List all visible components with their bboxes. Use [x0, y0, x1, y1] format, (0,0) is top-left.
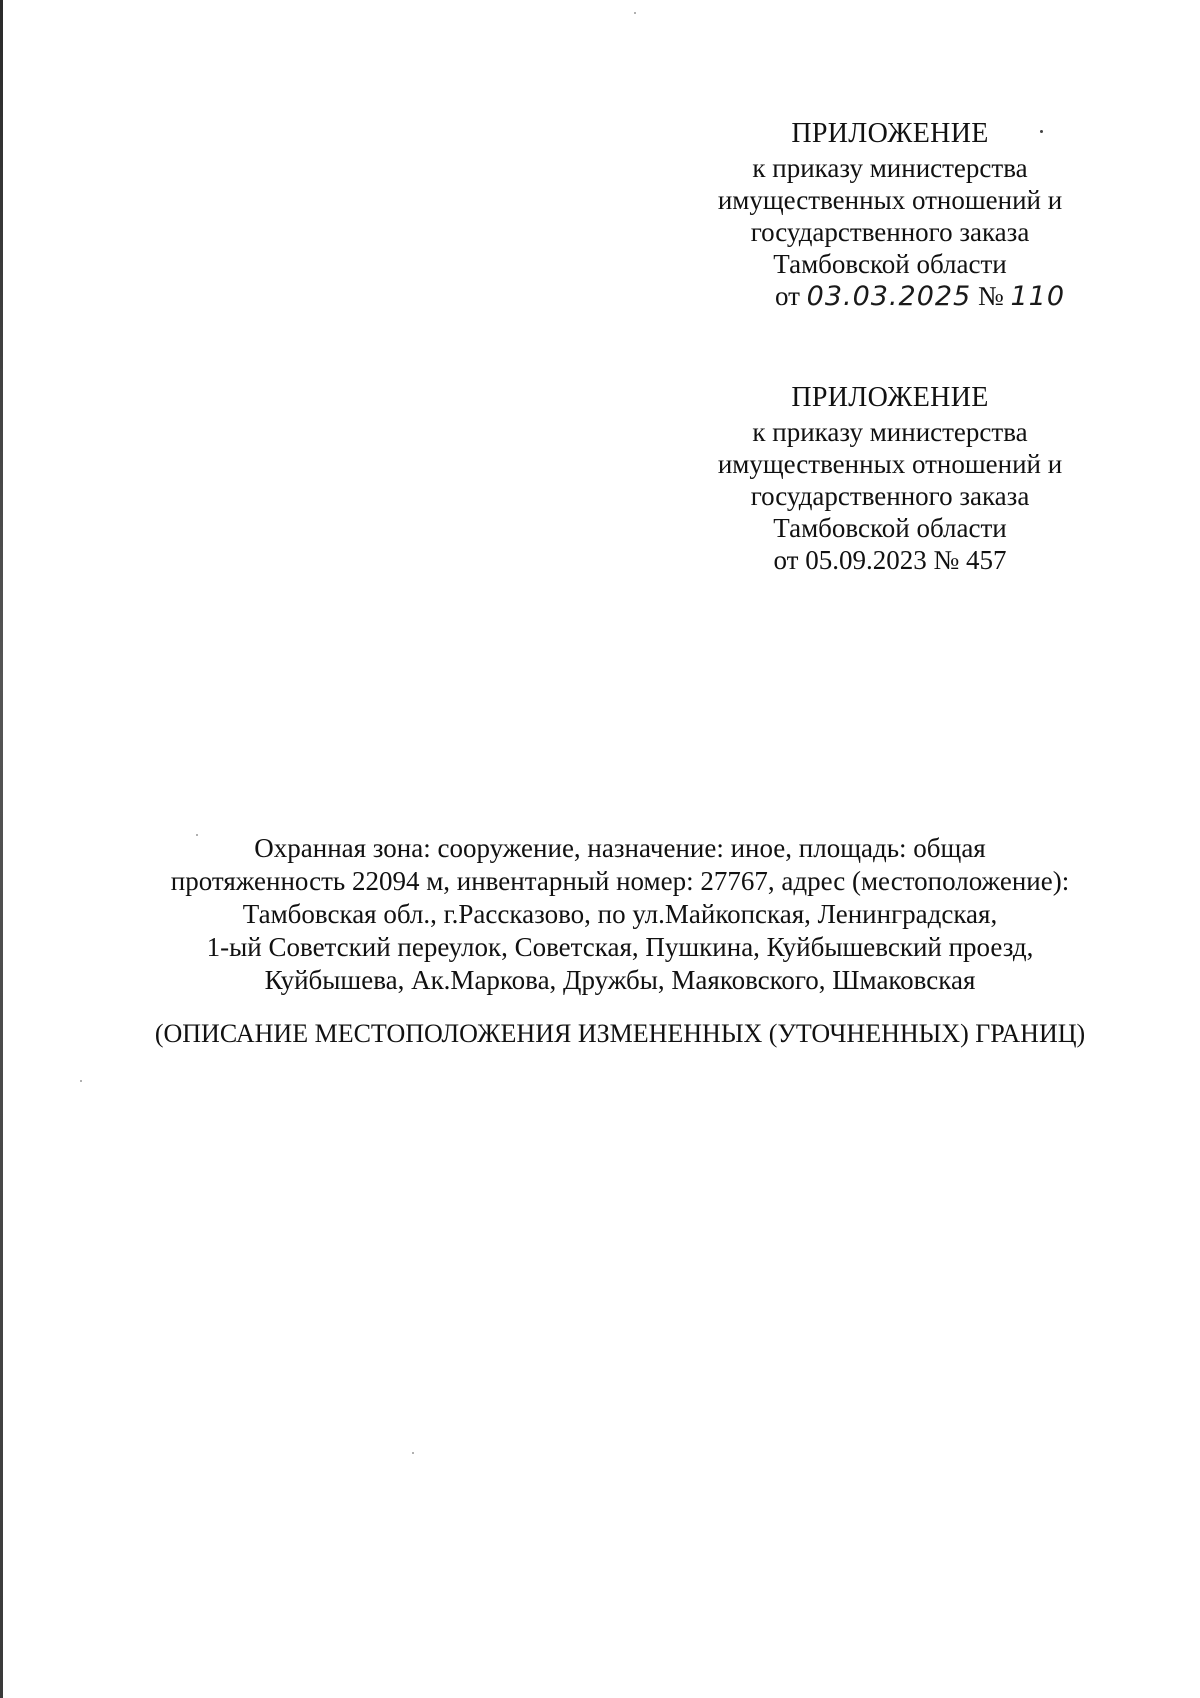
- handwritten-number: 110: [1010, 281, 1066, 312]
- annex-current-title: ПРИЛОЖЕНИЕ: [791, 118, 989, 149]
- annex-current-line-1: к приказу министерства: [752, 153, 1028, 183]
- zone-description-line-3: Тамбовская обл., г.Рассказово, по ул.Майкопская, Ленинградская,: [242, 899, 998, 929]
- date-prefix: от: [774, 281, 800, 311]
- scan-speck: [634, 12, 636, 14]
- zone-description: [120, 832, 1120, 997]
- scan-speck: [412, 1452, 414, 1454]
- annex-previous-header: [690, 382, 1090, 576]
- annex-previous-line-5: от 05.09.2023 № 457: [773, 545, 1007, 575]
- scan-speck: [80, 1080, 82, 1082]
- annex-current-line-3: государственного заказа: [750, 217, 1030, 247]
- boundary-subtitle: (ОПИСАНИЕ МЕСТОПОЛОЖЕНИЯ ИЗМЕНЕННЫХ (УТОЧНЕННЫХ) ГРАНИЦ): [154, 1019, 1086, 1048]
- scan-speck: [196, 834, 198, 836]
- annex-previous-title: ПРИЛОЖЕНИЕ: [791, 382, 989, 413]
- scan-dot: [1040, 130, 1043, 133]
- zone-description-line-5: Куйбышева, Ак.Маркова, Дружбы, Маяковского, Шмаковская: [264, 965, 976, 995]
- annex-current-line-2: имущественных отношений и: [717, 185, 1063, 215]
- zone-description-line-4: 1-ый Советский переулок, Советская, Пушкина, Куйбышевский проезд,: [206, 932, 1034, 962]
- annex-previous-line-4: Тамбовской области: [773, 513, 1007, 543]
- annex-previous-line-1: к приказу министерства: [752, 417, 1028, 447]
- annex-current-header: [690, 118, 1090, 313]
- annex-previous-line-2: имущественных отношений и: [717, 449, 1063, 479]
- annex-current-line-4: Тамбовской области: [773, 249, 1007, 279]
- annex-previous-line-3: государственного заказа: [750, 481, 1030, 511]
- scan-edge: [0, 0, 3, 1698]
- handwritten-date: 03.03.2025: [806, 281, 972, 312]
- zone-description-line-2: протяженность 22094 м, инвентарный номер: 27767, адрес (местоположение):: [170, 866, 1070, 896]
- annex-current-date-line: [690, 280, 1090, 313]
- number-sign: №: [977, 281, 1004, 311]
- zone-description-line-1: Охранная зона: сооружение, назначение: иное, площадь: общая: [254, 833, 986, 863]
